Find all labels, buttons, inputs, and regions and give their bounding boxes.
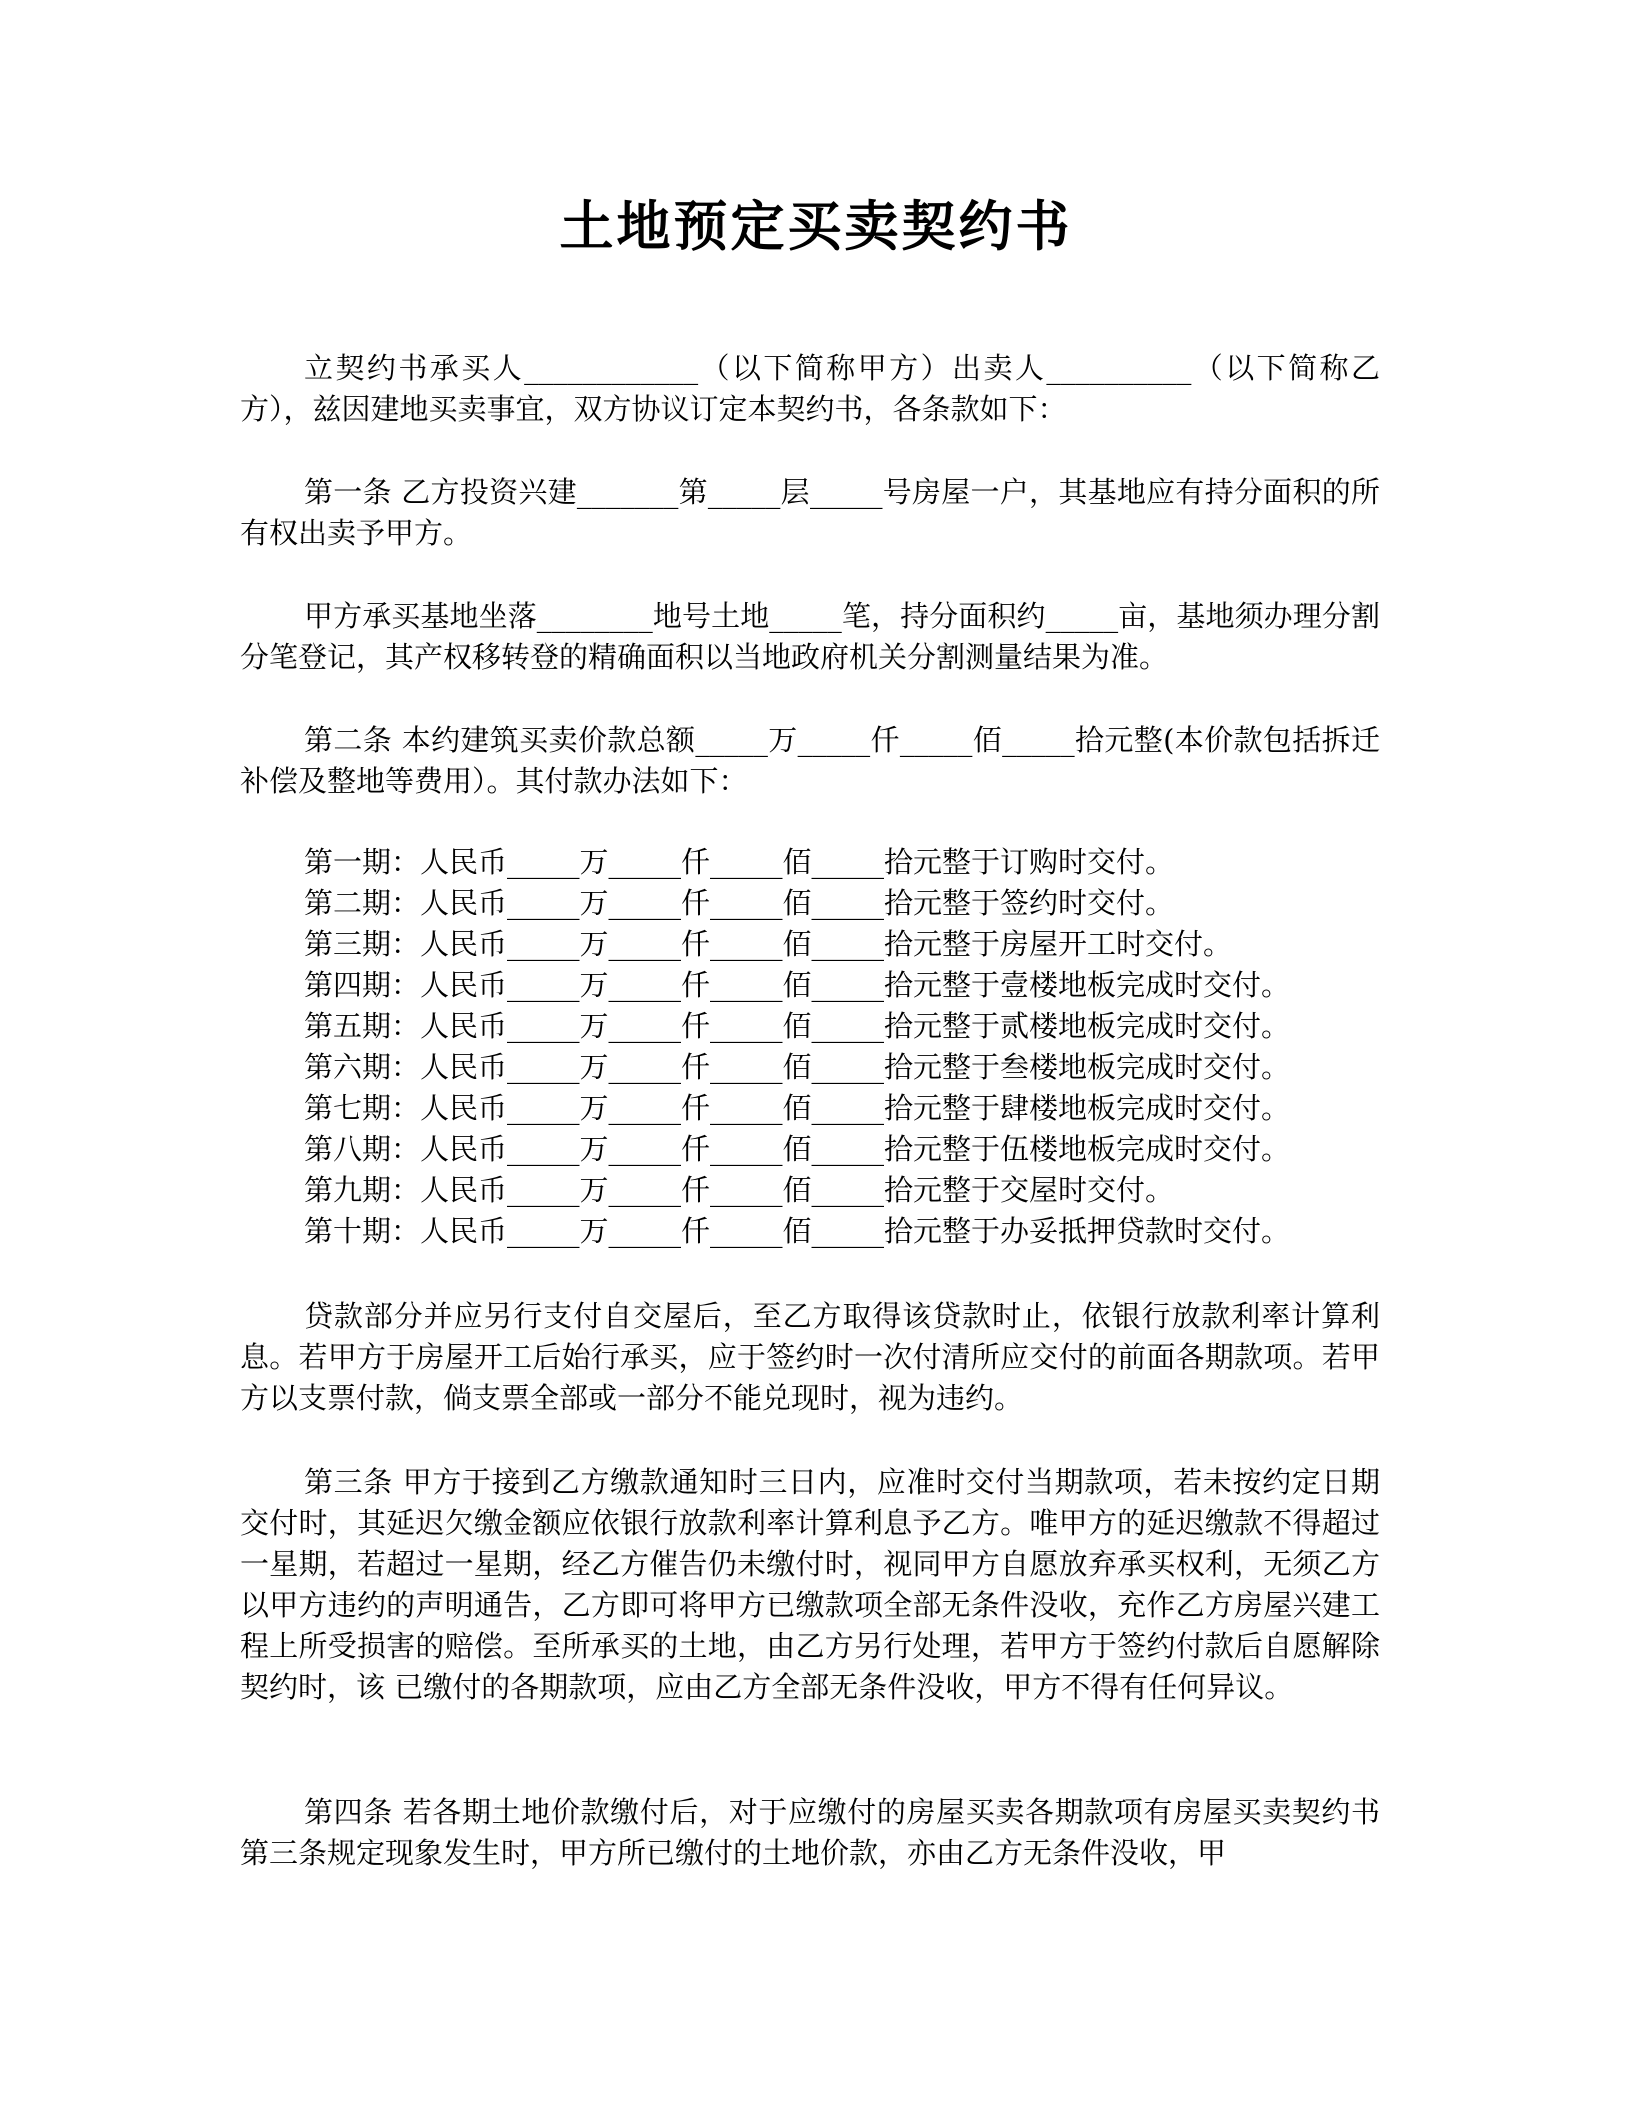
loan-paragraph: 贷款部分并应另行支付自交屋后，至乙方取得该贷款时止，依银行放款利率计算利息。若甲方于房屋开工后始行承买，应于签约时一次付清所应交付的前面各期款项。若甲方以支票付款，倘支票全部或一部分不能兑现时，视为违约。 xyxy=(240,1299,1380,1415)
installment-list xyxy=(304,842,1384,1252)
installment-item: 第五期：人民币_____万_____仟_____佰_____拾元整于贰楼地板完成时交付。 xyxy=(304,1009,1291,1043)
installment-item: 第三期：人民币_____万_____仟_____佰_____拾元整于房屋开工时交付。 xyxy=(304,927,1233,961)
installment-item: 第十期：人民币_____万_____仟_____佰_____拾元整于办妥抵押贷款时交付。 xyxy=(304,1214,1291,1248)
article-1-paragraph: 第一条 乙方投资兴建_______第_____层_____号房屋一户，其基地应有持分面积的所有权出卖予甲方。 xyxy=(240,475,1380,550)
installment-item: 第六期：人民币_____万_____仟_____佰_____拾元整于叁楼地板完成时交付。 xyxy=(304,1050,1291,1084)
installment-item: 第四期：人民币_____万_____仟_____佰_____拾元整于壹楼地板完成时交付。 xyxy=(304,968,1291,1002)
installment-item: 第八期：人民币_____万_____仟_____佰_____拾元整于伍楼地板完成时交付。 xyxy=(304,1132,1291,1166)
land-location-paragraph: 甲方承买基地坐落________地号土地_____笔，持分面积约_____亩，基地须办理分割分笔登记，其产权移转登的精确面积以当地政府机关分割测量结果为准。 xyxy=(240,599,1380,674)
document-title: 土地预定买卖契约书 xyxy=(559,195,1073,258)
article-4-paragraph: 第四条 若各期土地价款缴付后，对于应缴付的房屋买卖各期款项有房屋买卖契约书第三条规定现象发生时，甲方所已缴付的土地价款，亦由乙方无条件没收，甲 xyxy=(240,1795,1380,1870)
installment-item: 第七期：人民币_____万_____仟_____佰_____拾元整于肆楼地板完成时交付。 xyxy=(304,1091,1291,1125)
article-3-paragraph: 第三条 甲方于接到乙方缴款通知时三日内，应准时交付当期款项，若未按约定日期交付时，其延迟欠缴金额应依银行放款利率计算利息予乙方。唯甲方的延迟缴款不得超过一星期，若超过一星期，经乙方催告仍未缴付时，视同甲方自愿放弃承买权利，无须乙方以甲方违约的声明通告，乙方即可将甲方已缴款项全部无条件没收，充作乙方房屋兴建工程上所受损害的赔偿。至所承买的土地，由乙方另行处理，若甲方于签约付款后自愿解除契约时，该 已缴付的各期款项，应由乙方全部无条件没收，甲方不得有任何异议。 xyxy=(240,1465,1380,1704)
installment-item: 第九期：人民币_____万_____仟_____佰_____拾元整于交屋时交付。 xyxy=(304,1173,1175,1207)
article-2-paragraph: 第二条 本约建筑买卖价款总额_____万_____仟_____佰_____拾元整(本价款包括拆迁补偿及整地等费用）。其付款办法如下： xyxy=(240,723,1380,798)
preamble-paragraph: 立契约书承买人____________（以下简称甲方）出卖人__________（以下简称乙方），兹因建地买卖事宜，双方协议订定本契约书，各条款如下： xyxy=(240,351,1380,426)
installment-item: 第一期：人民币_____万_____仟_____佰_____拾元整于订购时交付。 xyxy=(304,845,1175,879)
installment-item: 第二期：人民币_____万_____仟_____佰_____拾元整于签约时交付。 xyxy=(304,886,1175,920)
